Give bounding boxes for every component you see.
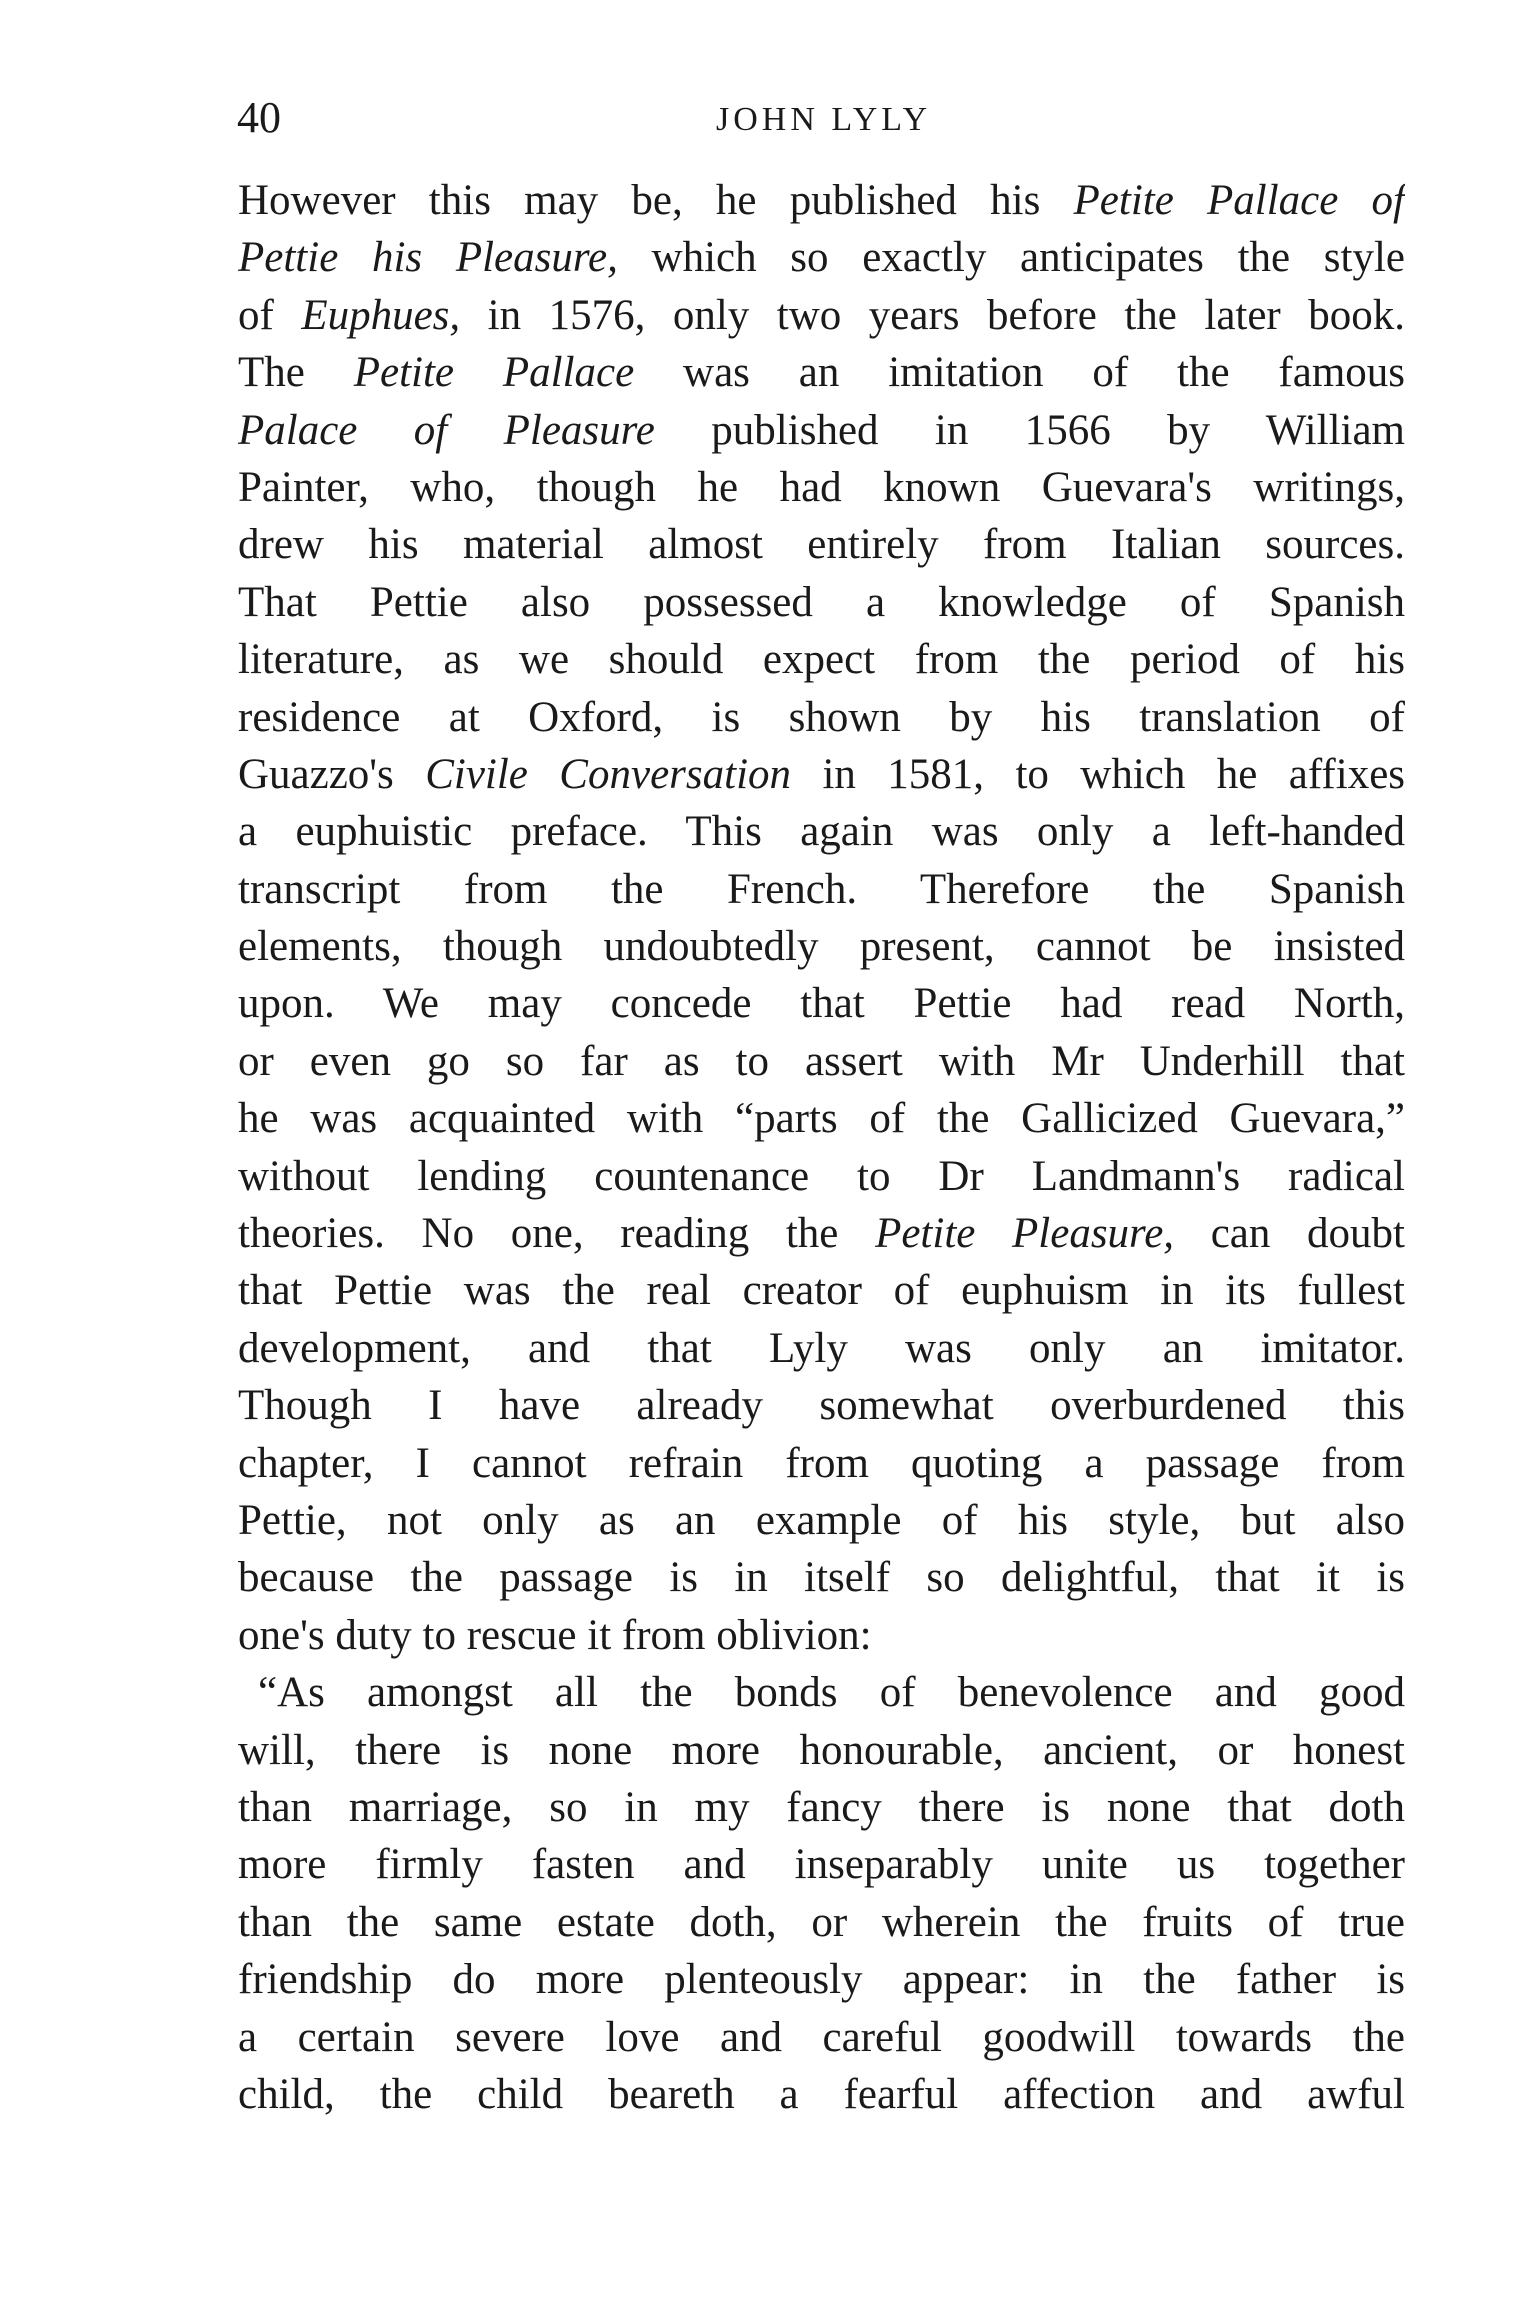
text-line: Pettie his Pleasure, which so exactly anticipates the style	[238, 234, 1405, 282]
quote-line: than marriage, so in my fancy there is none that doth	[238, 1783, 1405, 1831]
running-title: JOHN LYLY	[716, 101, 932, 138]
body-text	[238, 172, 1405, 2123]
text-line: without lending countenance to Dr Landmann's radical	[238, 1152, 1405, 1200]
text-line: because the passage is in itself so delightful, that it is	[238, 1554, 1405, 1602]
page-number: 40	[237, 93, 281, 142]
text-line: theories. No one, reading the Petite Pleasure, can doubt	[238, 1210, 1405, 1258]
text-line: Palace of Pleasure published in 1566 by William	[238, 406, 1405, 454]
text-line: development, and that Lyly was only an imitator.	[238, 1324, 1405, 1372]
quote-line: than the same estate doth, or wherein the fruits of true	[238, 1898, 1405, 1946]
text-line: transcript from the French. Therefore the Spanish	[238, 865, 1405, 913]
quote-line: will, there is none more honourable, ancient, or honest	[238, 1726, 1405, 1774]
text-line: one's duty to rescue it from oblivion:	[238, 1611, 872, 1659]
text-line: drew his material almost entirely from Italian sources.	[238, 521, 1405, 569]
text-line: The Petite Pallace was an imitation of the famous	[238, 349, 1405, 397]
text-line: Guazzo's Civile Conversation in 1581, to which he affixes	[238, 750, 1405, 798]
text-line: a euphuistic preface. This again was only a left-handed	[238, 808, 1405, 856]
text-line: he was acquainted with “parts of the Gallicized Guevara,”	[238, 1095, 1405, 1143]
text-line: Painter, who, though he had known Guevara's writings,	[238, 463, 1405, 511]
text-line: or even go so far as to assert with Mr Underhill that	[238, 1037, 1405, 1085]
text-line: chapter, I cannot refrain from quoting a passage from	[238, 1439, 1405, 1487]
running-head	[0, 90, 1513, 146]
text-line: that Pettie was the real creator of euphuism in its fullest	[238, 1267, 1405, 1315]
text-line: elements, though undoubtedly present, cannot be insisted	[238, 923, 1405, 971]
text-line: However this may be, he published his Petite Pallace of	[238, 177, 1405, 224]
quote-line: friendship do more plenteously appear: in the father is	[238, 1956, 1405, 2004]
text-line: of Euphues, in 1576, only two years before the later book.	[238, 291, 1405, 339]
text-line: residence at Oxford, is shown by his translation of	[238, 693, 1405, 741]
text-line: literature, as we should expect from the period of his	[238, 636, 1405, 684]
quote-line: more firmly fasten and inseparably unite us together	[238, 1841, 1405, 1889]
quote-line: a certain severe love and careful goodwill towards the	[238, 2013, 1405, 2061]
quote-line: child, the child beareth a fearful affection and awful	[238, 2070, 1405, 2118]
text-line: Pettie, not only as an example of his style, but also	[238, 1496, 1405, 1544]
text-line: Though I have already somewhat overburdened this	[238, 1382, 1405, 1430]
quote-line: “As amongst all the bonds of benevolence and good	[258, 1669, 1405, 1717]
text-line: upon. We may concede that Pettie had read North,	[238, 980, 1405, 1028]
text-line: That Pettie also possessed a knowledge of Spanish	[238, 578, 1405, 626]
